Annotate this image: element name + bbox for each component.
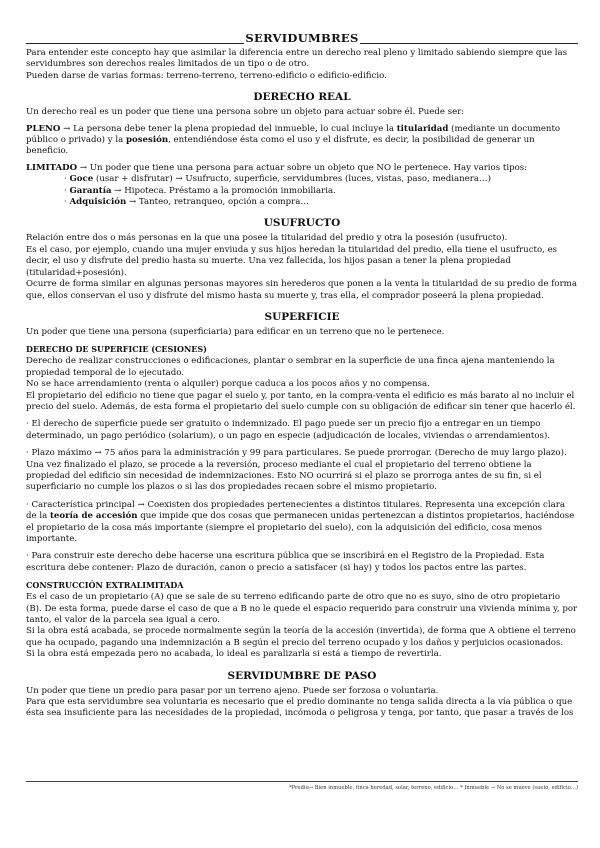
superficie-s1p3: El propietario del edificio no tiene que pagar el suelo y, por tanto, en la compra-venta el edificio es más barato al no incluir el precio del suelo. Además, de esta forma el propietario del suelo cumple con su obligación de edificar sin tener que hacerlo él. [26, 390, 576, 412]
superficie-def: Un poder que tiene una persona (superficiaria) para edificar en un terreno que no le pertenece. [26, 326, 445, 337]
garantia-text: → Hipoteca. Préstamo a la promoción inmobiliaria. [111, 185, 336, 196]
subheading-construccion-extralimitada: CONSTRUCCIÓN EXTRALIMITADA [26, 580, 184, 591]
page-title: SERVIDUMBRES [245, 30, 359, 45]
servidumbre-paso-voluntaria: Para que esta servidumbre sea voluntaria es necesario que el predio dominante no tenga salida directa a la vía pública o que ésta sea insuficiente para las necesidades de la propiedad, incómoda o peligrosa y tenga, por tanto, que pasar a través de los [26, 697, 574, 719]
teoria-accesion: teoría de accesión [49, 511, 138, 522]
superficie-s1p1: Derecho de realizar construcciones o edificaciones, plantar o sembrar en la superficie de una finca ajena manteniendo la propiedad temporal de lo ejecutado. [26, 356, 555, 378]
title-rule-left [26, 33, 244, 44]
superficie-s1p2: No se hace arrendamiento (renta o alquiler) porque caduca a los pocos años y no compensa. [26, 379, 430, 390]
pleno-text-a: → La persona debe tener la plena propiedad del inmueble, lo cual incluye la [60, 123, 397, 134]
limitado-paragraph [26, 163, 578, 174]
garantia-item: · Garantía → Hipoteca. Préstamo a la promoción inmobiliaria. [64, 185, 336, 196]
usufructo-similar: Ocurre de forma similar en algunas personas mayores sin herederos que ponen a la venta la titularidad de su predio de forma que, ellos conservan el uso y disfrute del mismo hasta su muerte y, tras ella, el comprador poseerá la plena propiedad. [26, 279, 577, 301]
title-row [26, 28, 578, 44]
heading-superficie: SUPERFICIE [264, 310, 340, 323]
heading-servidumbre-paso: SERVIDUMBRE DE PASO [227, 669, 377, 682]
pleno-text-b: (mediante un documento público o privado) y la [26, 123, 561, 146]
superficie-bullet-plazo: · Plazo máximo → 75 años para la administración y 99 para particulares. Se puede prorrogar. (Derecho de muy largo plazo). Una vez finalizado el plazo, se procede a la reversión, proceso mediante el cual el propietario del terreno obtiene la propiedad del edificio sin necesidad de indemnizaciones. Esto NO ocurrirá si el plazo se prorroga antes de su fin, si el superficiario no cumple los plazos o si las dos propiedades recaen sobre el mismo propietario. [26, 448, 567, 493]
pleno-label: PLENO [26, 123, 61, 134]
heading-derecho-real: DERECHO REAL [253, 91, 351, 104]
pleno-paragraph [26, 124, 578, 158]
limitado-text: → Un poder que tiene una persona para actuar sobre un objeto que NO le pertenece. Hay varios tipos: [77, 162, 528, 173]
subheading-derecho-superficie: DERECHO DE SUPERFICIE (CESIONES) [26, 344, 207, 355]
garantia-label: Garantía [69, 185, 112, 196]
superficie-bullet-caracteristica [26, 500, 578, 546]
intro-paragraph: Para entender este concepto hay que asimilar la diferencia entre un derecho real pleno y limitado sabiendo siempre que las servidumbres son derechos reales limitados de un tipo o de otro. [26, 48, 568, 70]
intro-forms: Pueden darse de varias formas: terreno-terreno, terreno-edificio o edificio-edificio. [26, 70, 387, 81]
superficie-bullet-gratuito: · El derecho de superficie puede ser gratuito o indemnizado. El pago puede ser un precio fijo a entregar en un tiempo determinado, un pago periódico (solarium), o un pago en especie (adjudicación de locales, viviendas o arrendamientos). [26, 419, 551, 441]
footnote-rule [26, 781, 578, 782]
servidumbre-paso-def: Un poder que tiene un predio para pasar por un terreno ajeno. Puede ser forzosa o voluntaria. [26, 685, 439, 696]
goce-label: Goce [69, 174, 94, 185]
adquisicion-label: Adquisición [69, 197, 127, 208]
caracteristica-text-a: · Característica principal → Coexisten dos propiedades pertenecientes a distintos titulares. Representa una excepción clara de la [26, 499, 565, 522]
pleno-text-c: , entendiéndose ésta como el uso y el disfrute, es decir, la posibilidad de generar un beneficio. [26, 135, 535, 157]
heading-usufructo: USUFRUCTO [263, 217, 341, 230]
extralimitada-p2: Si la obra está acabada, se procede normalmente según la teoría de la accesión (invertida), de forma que A obtiene el terreno que ha ocupado, pagando una indemnización a B según el precio del terreno ocupado y los daños y perjuicios ocasionados. [26, 626, 576, 648]
extralimitada-p3: Si la obra está empezada pero no acabada, lo ideal es paralizarla si está a tiempo de revertirla. [26, 649, 442, 660]
document-page [26, 0, 578, 791]
superficie-bullet-escritura: · Para construir este derecho debe hacerse una escritura pública que se inscribirá en el Registro de la Propiedad. Esta escritura debe contener: Plazo de duración, canon o precio a satisfacer (si hay) y todos los pactos entre las partes. [26, 551, 545, 573]
title-rule-right [360, 33, 578, 44]
goce-item: · Goce (usar + disfrutar) → Usufructo, superficie, servidumbres (luces, vistas, paso, medianera…) [64, 174, 491, 185]
pleno-titularidad: titularidad [396, 123, 449, 134]
extralimitada-p1: Es el caso de un propietario (A) que se sale de su terreno edificando parte de otro que no es suyo, sino de otro propietario (B). De esta forma, puede darse el caso de que a B no le quede el espacio requerido para construir una vivienda mínima y, por tanto, el valor de la parcela sea igual a cero. [26, 592, 578, 626]
usufructo-example: Es el caso, por ejemplo, cuando una mujer enviuda y sus hijos heredan la titularidad del predio, ella tiene el usufructo, es decir, el uso y disfrute del predio hasta su muerte. Una vez fallecida, los hijos pasan a tener la plena propiedad (titularidad+posesión). [26, 244, 558, 278]
pleno-posesion: posesión [125, 135, 169, 146]
derecho-real-def: Un derecho real es un poder que tiene una persona sobre un objeto para actuar sobre él. Puede ser: [26, 107, 465, 118]
footnote: *Predio→ Bien inmueble, finca heredad, solar, terreno, edificio… * Inmueble → No se mueve (suelo, edificio…) [288, 785, 578, 791]
adquisicion-item: · Adquisición → Tanteo, retranqueo, opción a compra… [64, 197, 309, 208]
limitado-label: LIMITADO [26, 162, 78, 173]
caracteristica-text-b: que impide que dos cosas que permanecen unidas pertenezcan a distintos propietarios, haciéndose el propietario de la cosa más importante (siempre el propietario del suelo), con la adquisición del edificio, cosa menos importante. [26, 511, 575, 544]
adquisicion-text: → Tanteo, retranqueo, opción a compra… [126, 197, 309, 208]
usufructo-def: Relación entre dos o más personas en la que una posee la titularidad del predio y otra la posesión (usufructo). [26, 233, 508, 244]
goce-text: (usar + disfrutar) → Usufructo, superficie, servidumbres (luces, vistas, paso, medianera…) [93, 174, 491, 185]
